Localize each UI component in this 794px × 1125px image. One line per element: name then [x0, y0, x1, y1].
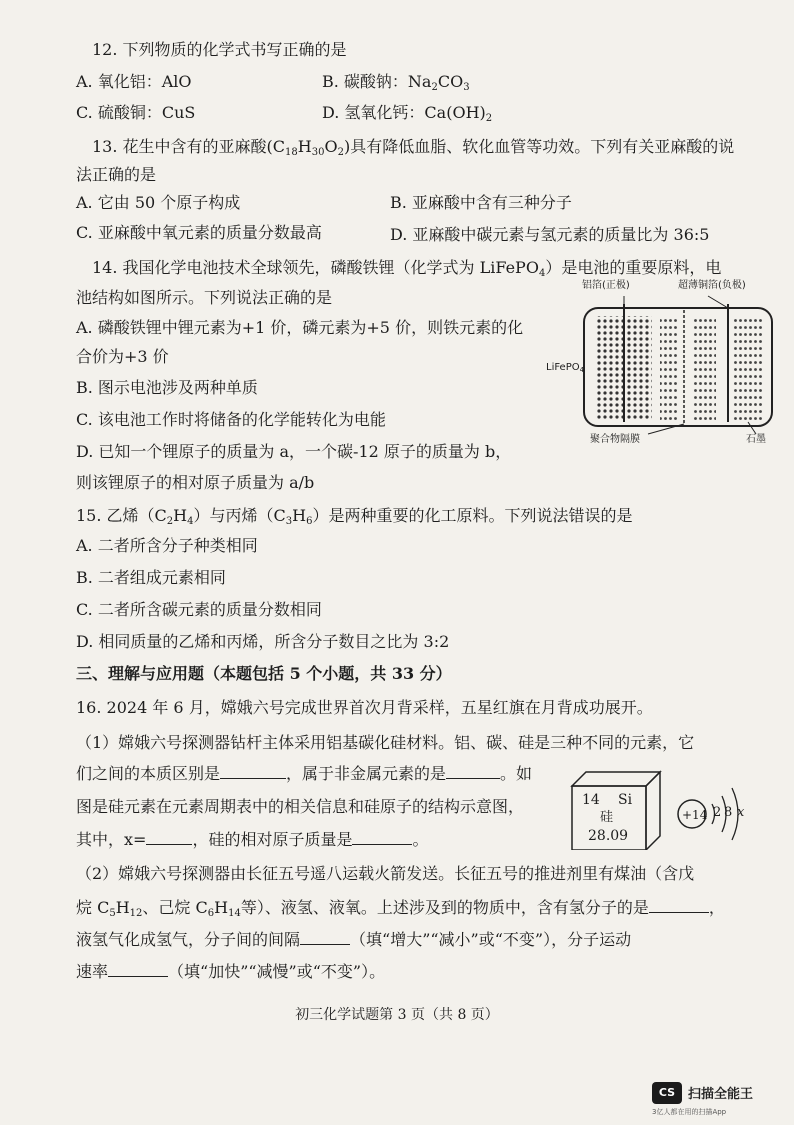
- answer-blank[interactable]: [108, 962, 168, 977]
- q15-option-b: B. 二者组成元素相同: [76, 568, 226, 587]
- q14-option-c: C. 该电池工作时将储备的化学能转化为电能: [76, 410, 386, 429]
- scanner-watermark: [652, 1080, 782, 1116]
- q13-option-b: B. 亚麻酸中含有三种分子: [390, 193, 572, 212]
- si-name: 硅: [600, 810, 614, 825]
- atom-nucleus-charge: +14: [682, 808, 708, 822]
- q16-part2-line2: 烷 $C_5H_{12}$、己烷 $C_6H_{14}$等）、液氢、液氧。上述涉及到的物质中，含有氢分子的是 ，: [76, 898, 725, 919]
- q15-stem: 15. 乙烯$(C_2H_4)$与丙烯$(C_3H_6)$是两种重要的化工原料。下列说法错误的是: [76, 506, 633, 527]
- page-footer: 初三化学试题第 3 页（共 8 页）: [295, 1007, 499, 1023]
- q13-option-a: A. 它由 50 个原子构成: [76, 193, 241, 212]
- si-atomic-number: 14: [582, 792, 600, 808]
- q12-option-a: A. 氧化铝：AlO: [76, 72, 192, 91]
- q14-option-b: B. 图示电池涉及两种单质: [76, 378, 258, 397]
- scanner-tagline: 3亿人都在用的扫描App: [652, 1108, 727, 1116]
- scanner-app-name: 扫描全能王: [688, 1087, 754, 1102]
- q15-option-a: A. 二者所含分子种类相同: [76, 536, 258, 555]
- q16-part2-line1: （2）嫦娥六号探测器由长征五号遥八运载火箭发送。长征五号的推进剂里有煤油（含戊: [76, 864, 695, 883]
- q15-option-d: D. 相同质量的乙烯和丙烯，所含分子数目之比为 3:2: [76, 632, 450, 651]
- q13-option-d: D. 亚麻酸中碳元素与氢元素的质量比为 36:5: [390, 225, 710, 244]
- q15-option-c: C. 二者所含碳元素的质量分数相同: [76, 600, 322, 619]
- q16-part1-line3: 图是硅元素在元素周期表中的相关信息和硅原子的结构示意图，: [76, 797, 525, 816]
- silicon-atom-structure-diagram: [670, 770, 760, 860]
- q14-option-d-cont: 则该锂原子的相对原子质量为 a/b: [76, 473, 315, 492]
- answer-blank[interactable]: [220, 764, 286, 779]
- q16-part1-line2: 们之间的本质区别是 ，属于非金属元素的是 。如: [76, 764, 533, 783]
- silicon-periodic-table-cell: [568, 770, 663, 850]
- q14-stem: 14. 我国化学电池技术全球领先，磷酸铁锂（化学式为 LiFePO$_4$）是电池的重要原料，电: [92, 258, 722, 279]
- q14-stem-cont: 池结构如图所示。下列说法正确的是: [76, 288, 333, 307]
- scanner-logo-icon: CS: [652, 1082, 682, 1104]
- battery-graphite-label: 石墨: [746, 434, 766, 445]
- q13-option-c: C. 亚麻酸中氧元素的质量分数最高: [76, 223, 322, 242]
- battery-separator-label: 聚合物隔膜: [590, 434, 640, 445]
- q16-stem: 16. 2024 年 6 月，嫦娥六号完成世界首次月背采样，五星红旗在月背成功展开。: [76, 698, 653, 717]
- q16-part1-line1: （1）嫦娥六号探测器钻杆主体采用铝基碳化硅材料。铝、碳、硅是三种不同的元素，它: [76, 733, 695, 752]
- atom-shell-1-electrons: 2: [713, 805, 722, 820]
- si-symbol: Si: [618, 792, 633, 808]
- q12-option-b: B. 碳酸钠：$Na_2CO_3$: [322, 72, 470, 93]
- si-atomic-mass: 28.09: [588, 828, 629, 844]
- q14-option-a: A. 磷酸铁锂中锂元素为+1 价，磷元素为+5 价，则铁元素的化: [76, 318, 524, 337]
- answer-blank[interactable]: [352, 830, 412, 845]
- atom-shell-3-electrons: x: [737, 805, 745, 820]
- q14-option-d: D. 已知一个锂原子的质量为 a，一个碳-12 原子的质量为 b，: [76, 442, 512, 461]
- q16-part1-line4: 其中，x= ，硅的相对原子质量是 。: [76, 830, 429, 849]
- atom-shell-2-electrons: 8: [724, 805, 733, 820]
- q13-stem-cont: 法正确的是: [76, 165, 157, 184]
- battery-al-foil-label: 铝箔(正极): [582, 280, 630, 291]
- q14-option-a-cont: 合价为+3 价: [76, 347, 169, 366]
- answer-blank[interactable]: [446, 764, 500, 779]
- battery-lifepo4-label: LiFePO$_4$: [546, 362, 585, 374]
- q16-part2-line3: 液氢气化成氢气，分子间的间隔 （填“增大”“减小”或“不变”），分子运动: [76, 930, 632, 949]
- battery-structure-figure: [546, 280, 778, 462]
- answer-blank[interactable]: [146, 830, 192, 845]
- answer-blank[interactable]: [649, 898, 709, 913]
- battery-cu-foil-label: 超薄铜箔(负极): [678, 280, 746, 291]
- q12-stem: 12. 下列物质的化学式书写正确的是: [92, 40, 347, 59]
- q13-stem: 13. 花生中含有的亚麻酸$(C_{18}H_{30}O_2)$具有降低血脂、软化血管等功效。下列有关亚麻酸的说: [92, 137, 735, 158]
- q16-part2-line4: 速率 （填“加快”“减慢”或“不变”）。: [76, 962, 386, 981]
- section-3-heading: 三、理解与应用题（本题包括 5 个小题，共 33 分）: [76, 664, 452, 683]
- q12-option-d: D. 氢氧化钙：$Ca(OH)_2$: [322, 103, 493, 124]
- q12-option-c: C. 硫酸铜：CuS: [76, 103, 196, 122]
- answer-blank[interactable]: [300, 930, 350, 945]
